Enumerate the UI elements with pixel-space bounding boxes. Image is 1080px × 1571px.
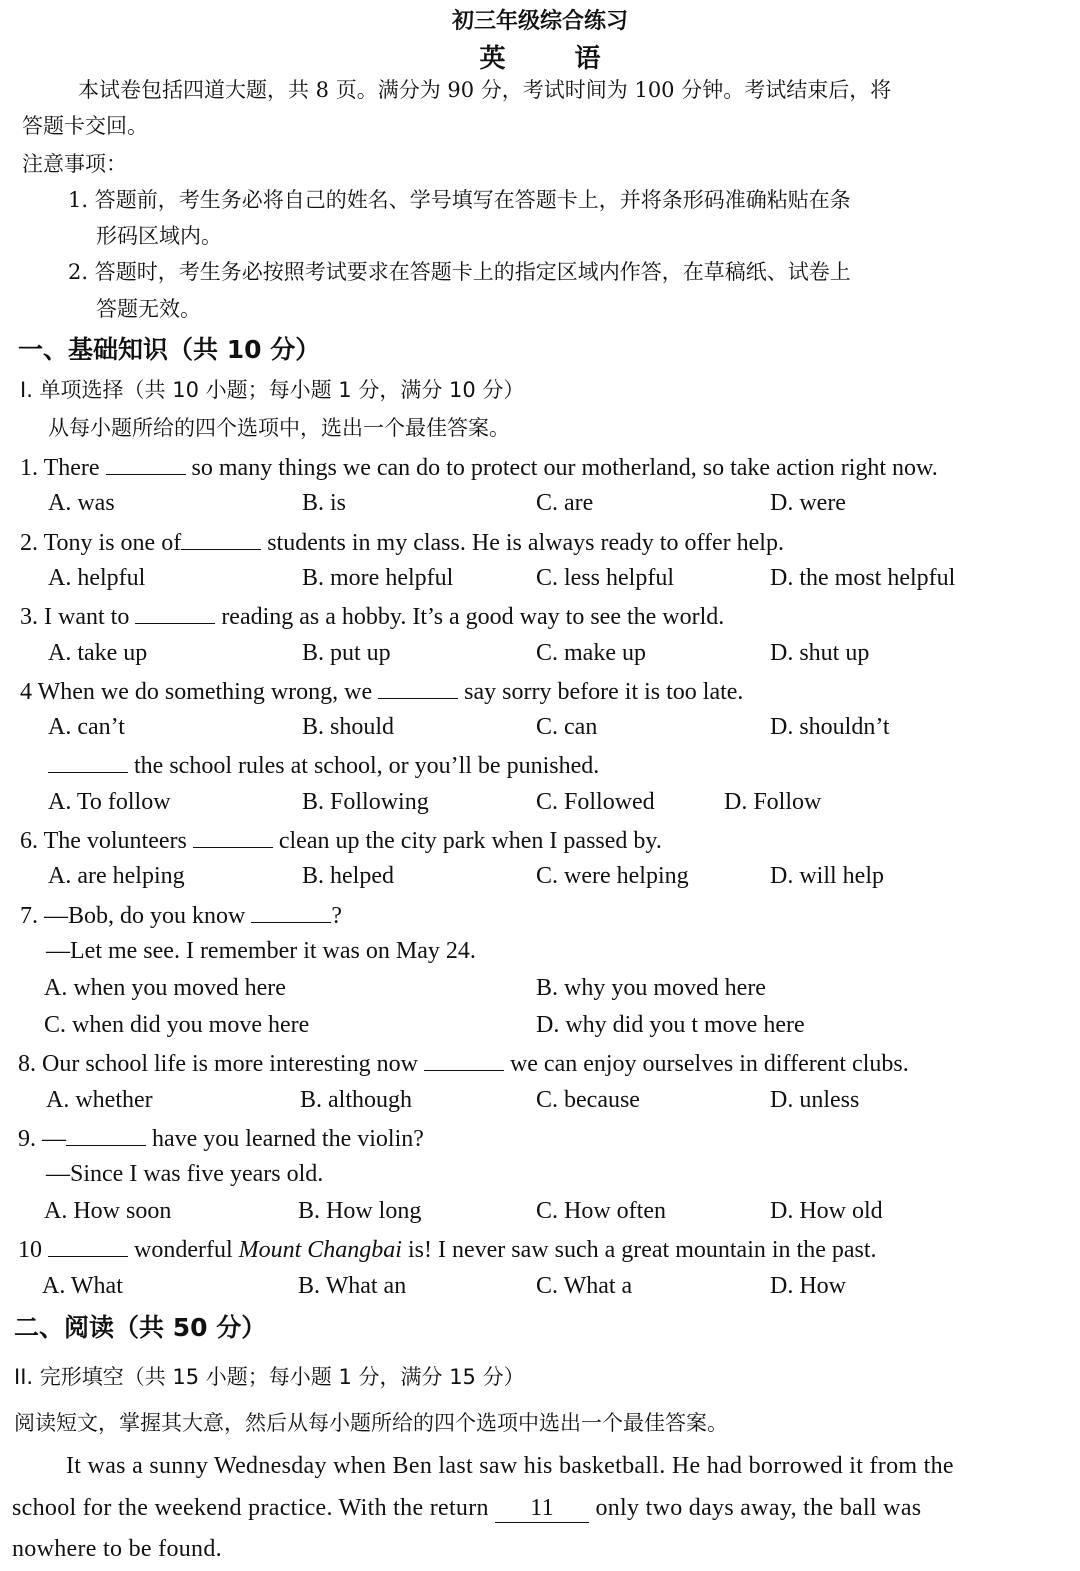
option-b: B. How long	[298, 1198, 422, 1224]
part-1-title: I. 单项选择（共 10 小题；每小题 1 分，满分 10 分）	[20, 378, 525, 402]
note-1-line-1: 1. 答题前，考生务必将自己的姓名、学号填写在答题卡上，并将条形码准确粘贴在条	[68, 188, 851, 212]
intro-line-2: 答题卡交回。	[22, 114, 148, 138]
option-a: A. How soon	[44, 1198, 172, 1224]
cloze-blank-11: 11	[495, 1494, 589, 1523]
notes-title: 注意事项：	[22, 152, 127, 176]
option-a: A. can’t	[48, 714, 125, 740]
question-8-stem-end: we can enjoy ourselves in different clubs.	[509, 1051, 909, 1077]
option-c: C. can	[536, 714, 598, 740]
section-1-heading: 一、基础知识（共 10 分）	[18, 335, 321, 364]
answer-blank	[378, 676, 458, 699]
passage-line-3: nowhere to be found.	[12, 1536, 222, 1562]
option-c: C. How often	[536, 1198, 666, 1224]
option-d: D. the most helpful	[770, 565, 956, 591]
option-a: A. take up	[48, 640, 148, 666]
answer-blank	[106, 452, 186, 475]
option-b: B. is	[302, 490, 347, 516]
question-1-stem-start: 1. There	[20, 455, 100, 481]
option-d: D. will help	[770, 863, 884, 889]
question-5	[48, 750, 599, 780]
option-c: C. were helping	[536, 863, 689, 889]
option-d: D. shut up	[770, 640, 870, 666]
answer-blank	[48, 1234, 128, 1257]
answer-blank	[181, 527, 261, 550]
passage-line-2-end: only two days away, the ball was	[595, 1495, 922, 1521]
section-2-heading: 二、阅读（共 50 分）	[14, 1313, 267, 1342]
part-1-instruction: 从每小题所给的四个选项中，选出一个最佳答案。	[48, 416, 510, 440]
option-d: D. How	[770, 1273, 846, 1299]
option-c: C. Followed	[536, 789, 655, 815]
passage-line-1: It was a sunny Wednesday when Ben last saw his basketball. He had borrowed it from the	[66, 1453, 954, 1479]
question-1	[20, 452, 938, 482]
option-a: A. To follow	[48, 789, 171, 815]
option-a: A. are helping	[48, 863, 185, 889]
question-10-number: 10	[18, 1237, 42, 1263]
option-d: D. shouldn’t	[770, 714, 890, 740]
question-7	[20, 900, 342, 930]
option-a: A. helpful	[48, 565, 146, 591]
question-6	[20, 825, 662, 855]
option-a: A. whether	[46, 1087, 153, 1113]
question-7-stem-start: 7. —Bob, do you know	[20, 903, 246, 929]
question-10-stem-end: is! I never saw such a great mountain in the past.	[407, 1237, 877, 1263]
option-c: C. when did you move here	[44, 1012, 310, 1038]
question-5-stem-end: the school rules at school, or you’ll be punished.	[134, 753, 600, 779]
question-9	[18, 1123, 424, 1153]
answer-blank	[135, 601, 215, 624]
question-10-stem-mid: wonderful	[134, 1237, 233, 1263]
question-6-stem-start: 6. The volunteers	[20, 828, 187, 854]
question-2-stem-end: students in my class. He is always ready to offer help.	[267, 530, 784, 556]
option-b: B. should	[302, 714, 395, 740]
question-4-stem-start: 4 When we do something wrong, we	[20, 679, 373, 705]
question-8-stem-start: 8. Our school life is more interesting now	[18, 1051, 418, 1077]
question-1-stem-end: so many things we can do to protect our motherland, so take action right now.	[191, 455, 938, 481]
question-10-italic-name: Mount Changbai	[238, 1237, 402, 1263]
part-2-title: II. 完形填空（共 15 小题；每小题 1 分，满分 15 分）	[14, 1365, 525, 1389]
intro-line-1: 本试卷包括四道大题，共 8 页。满分为 90 分，考试时间为 100 分钟。考试结束后，将	[78, 78, 892, 102]
question-3-stem-end: reading as a hobby. It’s a good way to see the world.	[221, 604, 725, 630]
question-4-stem-end: say sorry before it is too late.	[464, 679, 744, 705]
option-a: A. was	[48, 490, 115, 516]
question-6-stem-end: clean up the city park when I passed by.	[278, 828, 662, 854]
answer-blank	[193, 825, 273, 848]
question-10	[18, 1234, 877, 1264]
option-b: B. What an	[298, 1273, 407, 1299]
answer-blank	[48, 750, 128, 773]
note-2-line-2: 答题无效。	[96, 297, 201, 321]
answer-blank	[66, 1123, 146, 1146]
option-b: B. put up	[302, 640, 391, 666]
option-d: D. How old	[770, 1198, 883, 1224]
question-8	[18, 1048, 909, 1078]
option-c: C. because	[536, 1087, 640, 1113]
option-a: A. when you moved here	[44, 975, 286, 1001]
note-2-line-1: 2. 答题时，考生务必按照考试要求在答题卡上的指定区域内作答，在草稿纸、试卷上	[68, 260, 851, 284]
option-d: D. unless	[770, 1087, 860, 1113]
question-7-reply: —Let me see. I remember it was on May 24.	[46, 938, 476, 964]
note-1-line-2: 形码区域内。	[96, 224, 222, 248]
option-d: D. Follow	[724, 789, 822, 815]
part-2-instruction: 阅读短文，掌握其大意，然后从每小题所给的四个选项中选出一个最佳答案。	[14, 1411, 728, 1435]
question-7-stem-end: ?	[331, 903, 342, 929]
option-c: C. less helpful	[536, 565, 674, 591]
option-b: B. more helpful	[302, 565, 454, 591]
option-d: D. were	[770, 490, 846, 516]
question-9-stem-end: have you learned the violin?	[152, 1126, 424, 1152]
option-a: A. What	[42, 1273, 123, 1299]
answer-blank	[424, 1048, 504, 1071]
option-c: C. make up	[536, 640, 646, 666]
option-b: B. why you moved here	[536, 975, 766, 1001]
question-2	[20, 527, 784, 557]
passage-line-2-start: school for the weekend practice. With the return	[12, 1495, 489, 1521]
option-b: B. Following	[302, 789, 429, 815]
subject-title: 英 语	[479, 44, 631, 74]
question-3-stem-start: 3. I want to	[20, 604, 130, 630]
option-c: C. What a	[536, 1273, 633, 1299]
question-3	[20, 601, 724, 631]
option-c: C. are	[536, 490, 594, 516]
option-d: D. why did you t move here	[536, 1012, 805, 1038]
answer-blank	[251, 900, 331, 923]
option-b: B. helped	[302, 863, 394, 889]
question-2-stem-start: 2. Tony is one of	[20, 530, 182, 556]
passage-line-2	[12, 1494, 921, 1523]
question-4	[20, 676, 743, 706]
question-9-reply: —Since I was five years old.	[46, 1161, 324, 1187]
exam-title: 初三年级综合练习	[451, 9, 628, 34]
question-9-stem-start: 9. —	[18, 1126, 66, 1152]
option-b: B. although	[300, 1087, 412, 1113]
